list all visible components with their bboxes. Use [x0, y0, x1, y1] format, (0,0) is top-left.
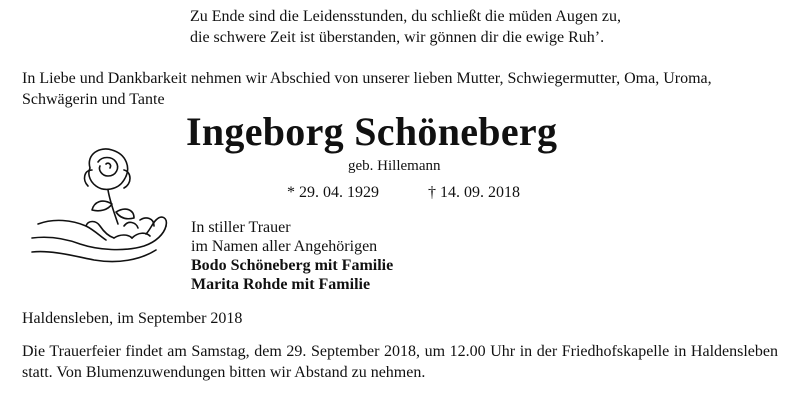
- mourner-family-2: Marita Rohde mit Familie: [191, 276, 371, 293]
- place-and-date: Haldensleben, im September 2018: [22, 310, 243, 327]
- mourner-family-1: Bodo Schöneberg mit Familie: [191, 257, 394, 274]
- mourning-line: In stiller Trauer: [191, 219, 291, 236]
- funeral-service-info: Die Trauerfeier findet am Samstag, dem 29. September 2018, um 12.00 Uhr in der Friedhofskapelle in Haldensleben statt. Von Blumenzuwendungen bitten wir Abstand zu nehmen.: [22, 343, 778, 381]
- deceased-name: Ingeborg Schöneberg: [186, 109, 558, 154]
- death-date: † 14. 09. 2018: [428, 184, 520, 201]
- verse-line-2: die schwere Zeit ist überstanden, wir gönnen dir die ewige Ruh’.: [190, 29, 605, 46]
- verse-line-1: Zu Ende sind die Leidensstunden, du schließt die müden Augen zu,: [190, 8, 622, 25]
- birth-date: * 29. 04. 1929: [287, 184, 379, 201]
- hands-holding-rose-icon: [28, 140, 178, 265]
- mourners-block: [191, 218, 393, 294]
- farewell-intro: In Liebe und Dankbarkeit nehmen wir Abschied von unserer lieben Mutter, Schwiegermutter, Oma, Uroma, Schwägerin und Tante: [22, 70, 712, 108]
- relatives-line: im Namen aller Angehörigen: [191, 238, 378, 255]
- memorial-verse: [190, 6, 621, 48]
- maiden-name: geb. Hillemann: [348, 158, 441, 174]
